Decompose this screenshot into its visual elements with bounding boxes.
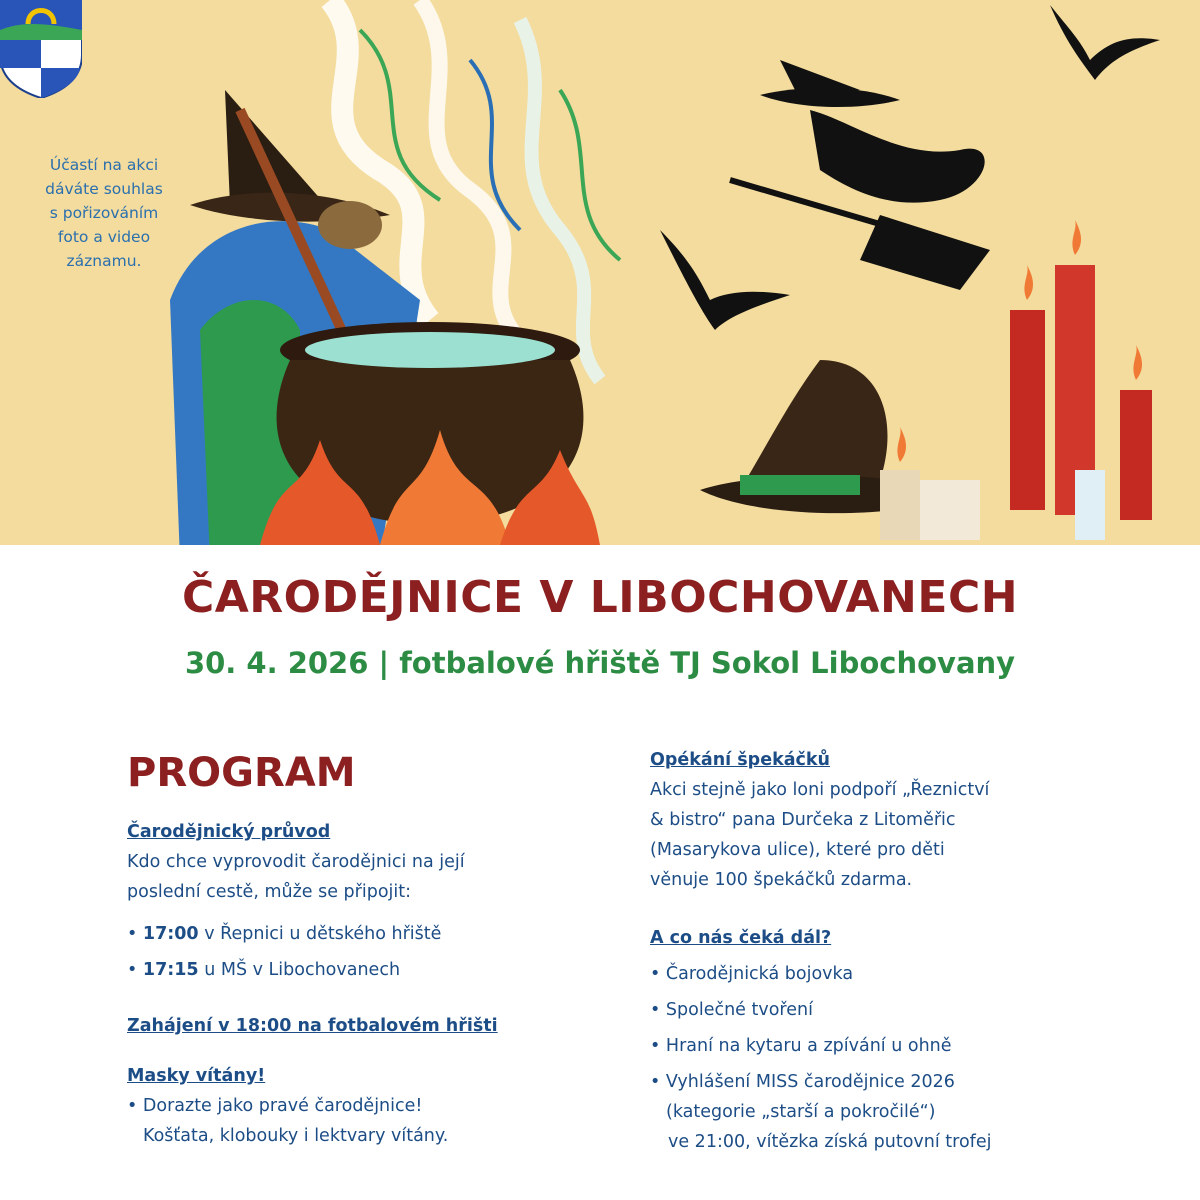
list-item <box>650 1031 1170 1061</box>
consent-line: záznamu. <box>66 252 142 270</box>
list-item <box>127 1091 607 1121</box>
item-time: 17:15 <box>142 960 199 980</box>
pruvod-heading: Čarodějnický průvod <box>127 822 331 842</box>
program-left-column <box>127 745 607 1151</box>
opekani-text: věnuje 100 špekáčků zdarma. <box>650 870 913 890</box>
pruvod-text: Kdo chce vyprovodit čarodějnici na její <box>127 852 465 872</box>
program-right-column <box>650 745 1170 1157</box>
item-text: Čarodějnická bojovka <box>665 964 854 984</box>
photo-consent-note <box>30 153 178 273</box>
list-item <box>650 959 1170 989</box>
list-item-continuation: Košťata, klobouky i lektvary vítány. <box>143 1126 449 1146</box>
list-item <box>127 919 607 949</box>
item-text: Dorazte jako pravé čarodějnice! <box>142 1096 423 1116</box>
zahajeni-heading: Zahájení v 18:00 na fotbalovém hřišti <box>127 1016 498 1036</box>
item-text: Společné tvoření <box>665 1000 813 1020</box>
item-time: 17:00 <box>142 924 199 944</box>
opekani-heading: Opékání špekáčků <box>650 750 830 770</box>
bullet-icon: • <box>127 924 138 944</box>
coat-of-arms-logo <box>0 0 82 98</box>
consent-line: foto a video <box>57 228 151 246</box>
bullet-icon: • <box>127 960 138 980</box>
consent-line: Účastí na akci <box>49 156 159 174</box>
list-item-continuation: ve 21:00, vítězka získá putovní trofej <box>668 1132 992 1152</box>
list-item-continuation: (kategorie „starší a pokročilé“) <box>666 1102 936 1122</box>
dal-heading: A co nás čeká dál? <box>650 928 832 948</box>
program-heading: PROGRAM <box>127 750 356 796</box>
bullet-icon: • <box>650 1036 661 1056</box>
item-text: u MŠ v Libochovanech <box>198 960 401 980</box>
event-date-location: 30. 4. 2026 | fotbalové hřiště TJ Sokol Libochovany <box>184 646 1016 680</box>
bullet-icon: • <box>650 1072 661 1092</box>
witch-illustration <box>0 0 1200 545</box>
bullet-icon: • <box>127 1096 138 1116</box>
illustration-banner <box>0 0 1200 545</box>
event-title: ČARODĚJNICE V LIBOCHOVANECH <box>181 572 1019 623</box>
bullet-icon: • <box>650 964 661 984</box>
item-text: Hraní na kytaru a zpívání u ohně <box>665 1036 952 1056</box>
pruvod-text: poslední cestě, může se připojit: <box>127 882 412 902</box>
list-item <box>650 995 1170 1025</box>
item-text: Vyhlášení MISS čarodějnice 2026 <box>665 1072 955 1092</box>
bullet-icon: • <box>650 1000 661 1020</box>
consent-line: s pořizováním <box>49 204 159 222</box>
masky-heading: Masky vítány! <box>127 1066 266 1086</box>
item-text: v Řepnici u dětského hřiště <box>198 924 442 944</box>
opekani-text: (Masarykova ulice), které pro děti <box>650 840 945 860</box>
consent-line: dáváte souhlas <box>45 180 163 198</box>
opekani-text: & bistro“ pana Durčeka z Litoměřic <box>650 810 956 830</box>
opekani-text: Akci stejně jako loni podpoří „Řeznictví <box>650 780 990 800</box>
list-item <box>650 1067 1170 1097</box>
list-item <box>127 955 607 985</box>
